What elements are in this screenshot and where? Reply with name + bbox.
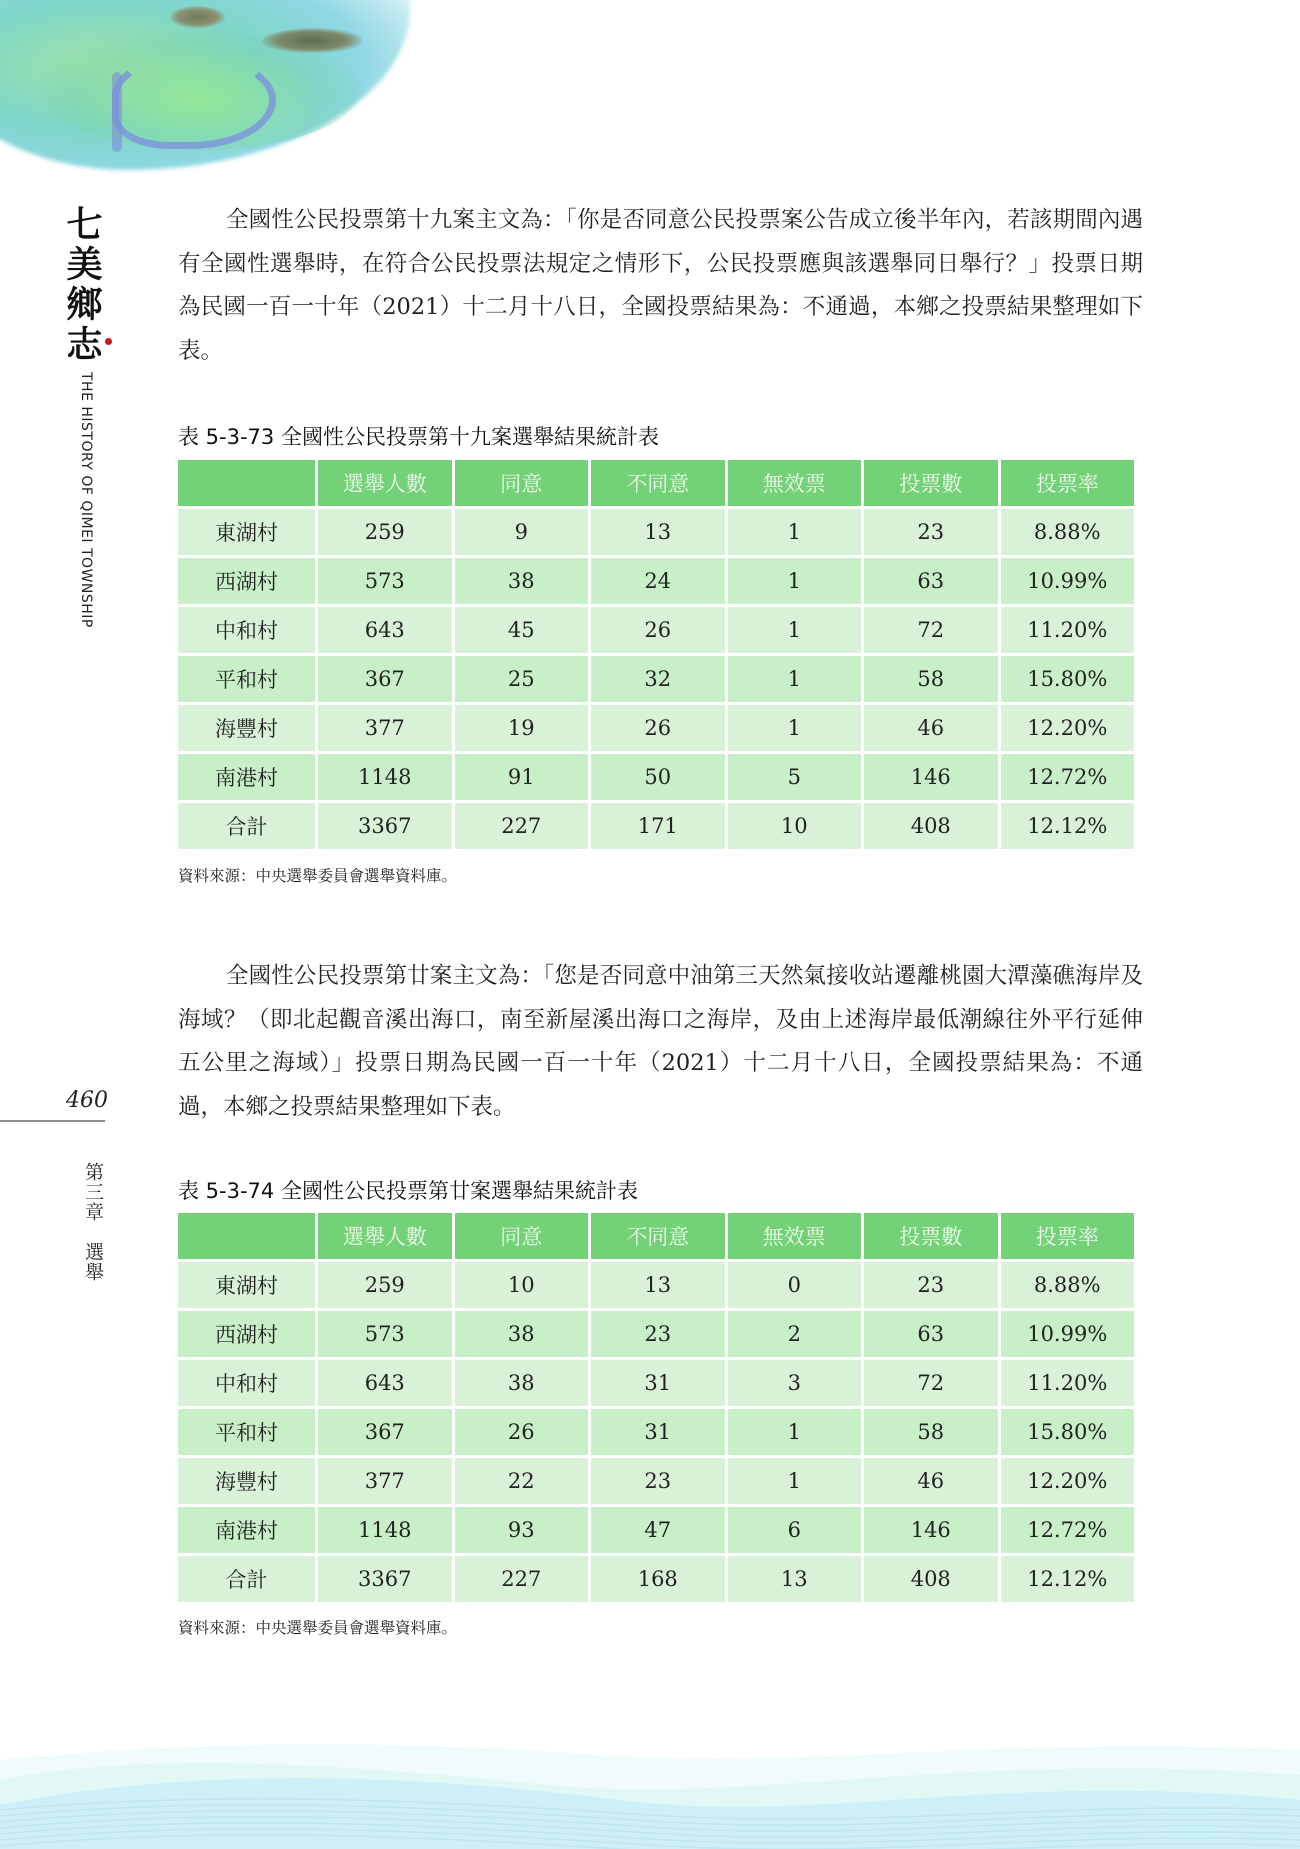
village-name-cell: 中和村 [178, 1360, 315, 1406]
value-cell: 1148 [318, 1507, 452, 1553]
table-row [178, 1507, 1134, 1553]
value-cell: 8.88% [1001, 509, 1135, 555]
table-source-note: 資料來源：中央選舉委員會選舉資料庫。 [178, 867, 458, 885]
column-header [178, 1213, 315, 1259]
value-cell: 259 [318, 1262, 452, 1308]
value-cell: 22 [455, 1458, 589, 1504]
value-cell: 3367 [318, 803, 452, 849]
value-cell: 9 [455, 509, 589, 555]
value-cell: 3367 [318, 1556, 452, 1602]
village-name-cell: 南港村 [178, 754, 315, 800]
value-cell: 408 [864, 1556, 998, 1602]
book-title: 七美鄉志 [61, 205, 103, 365]
column-header: 選舉人數 [318, 460, 452, 506]
value-cell: 31 [591, 1409, 725, 1455]
value-cell: 23 [864, 509, 998, 555]
value-cell: 8.88% [1001, 1262, 1135, 1308]
value-cell: 63 [864, 1311, 998, 1357]
value-cell: 13 [591, 509, 725, 555]
seal-dot-icon [105, 338, 112, 345]
village-name-cell: 平和村 [178, 1409, 315, 1455]
column-header: 投票數 [864, 460, 998, 506]
value-cell: 50 [591, 754, 725, 800]
table-row [178, 1458, 1134, 1504]
table-row [178, 1360, 1134, 1406]
value-cell: 23 [591, 1458, 725, 1504]
value-cell: 146 [864, 754, 998, 800]
village-name-cell: 海豐村 [178, 705, 315, 751]
value-cell: 377 [318, 1458, 452, 1504]
value-cell: 15.80% [1001, 1409, 1135, 1455]
value-cell: 32 [591, 656, 725, 702]
value-cell: 0 [728, 1262, 862, 1308]
column-header: 同意 [455, 460, 589, 506]
value-cell: 6 [728, 1507, 862, 1553]
value-cell: 19 [455, 705, 589, 751]
table-row [178, 656, 1134, 702]
value-cell: 1 [728, 509, 862, 555]
table-row [178, 1311, 1134, 1357]
village-name-cell: 合計 [178, 1556, 315, 1602]
table-row [178, 1262, 1134, 1308]
value-cell: 91 [455, 754, 589, 800]
value-cell: 26 [591, 705, 725, 751]
value-cell: 2 [728, 1311, 862, 1357]
village-name-cell: 海豐村 [178, 1458, 315, 1504]
value-cell: 24 [591, 558, 725, 604]
results-table [175, 457, 1137, 852]
value-cell: 23 [591, 1311, 725, 1357]
value-cell: 72 [864, 1360, 998, 1406]
value-cell: 227 [455, 1556, 589, 1602]
value-cell: 573 [318, 1311, 452, 1357]
value-cell: 23 [864, 1262, 998, 1308]
village-name-cell: 合計 [178, 803, 315, 849]
value-cell: 72 [864, 607, 998, 653]
column-header: 無效票 [728, 460, 862, 506]
book-subtitle: THE HISTORY OF QIMEI TOWNSHIP [78, 372, 94, 628]
value-cell: 367 [318, 1409, 452, 1455]
value-cell: 15.80% [1001, 656, 1135, 702]
value-cell: 5 [728, 754, 862, 800]
village-name-cell: 中和村 [178, 607, 315, 653]
column-header: 投票率 [1001, 1213, 1135, 1259]
table-header-row [178, 1213, 1134, 1259]
table-row [178, 754, 1134, 800]
value-cell: 12.20% [1001, 705, 1135, 751]
value-cell: 13 [728, 1556, 862, 1602]
value-cell: 58 [864, 656, 998, 702]
value-cell: 38 [455, 1360, 589, 1406]
page-number: 460 [66, 1088, 108, 1113]
value-cell: 63 [864, 558, 998, 604]
table-row [178, 509, 1134, 555]
table-caption: 表 5-3-74 全國性公民投票第廿案選舉結果統計表 [178, 1179, 638, 1203]
value-cell: 171 [591, 803, 725, 849]
value-cell: 377 [318, 705, 452, 751]
value-cell: 11.20% [1001, 607, 1135, 653]
value-cell: 26 [591, 607, 725, 653]
book-brand [62, 205, 102, 365]
value-cell: 12.12% [1001, 803, 1135, 849]
table-row [178, 607, 1134, 653]
value-cell: 26 [455, 1409, 589, 1455]
value-cell: 146 [864, 1507, 998, 1553]
village-name-cell: 南港村 [178, 1507, 315, 1553]
value-cell: 13 [591, 1262, 725, 1308]
value-cell: 93 [455, 1507, 589, 1553]
value-cell: 643 [318, 1360, 452, 1406]
table-row [178, 705, 1134, 751]
column-header: 不同意 [591, 1213, 725, 1259]
value-cell: 573 [318, 558, 452, 604]
section-paragraph: 全國性公民投票第廿案主文為：「您是否同意中油第三天然氣接收站遷離桃園大潭藻礁海岸及海域？（即北起觀音溪出海口，南至新屋溪出海口之海岸，及由上述海岸最低潮線往外平行延伸五公里之海域）」投票日期為民國一百一十年（2021）十二月十八日，全國投票結果為：不通過，本鄉之投票結果整理如下表。 [178, 963, 1143, 1120]
village-name-cell: 東湖村 [178, 509, 315, 555]
value-cell: 168 [591, 1556, 725, 1602]
table-caption: 表 5-3-73 全國性公民投票第十九案選舉結果統計表 [178, 425, 659, 449]
value-cell: 31 [591, 1360, 725, 1406]
results-table [175, 1210, 1137, 1605]
column-header: 同意 [455, 1213, 589, 1259]
value-cell: 227 [455, 803, 589, 849]
page-number-rule [0, 1120, 105, 1122]
village-name-cell: 西湖村 [178, 558, 315, 604]
value-cell: 38 [455, 558, 589, 604]
village-name-cell: 平和村 [178, 656, 315, 702]
column-header: 無效票 [728, 1213, 862, 1259]
value-cell: 11.20% [1001, 1360, 1135, 1406]
value-cell: 1 [728, 607, 862, 653]
table-row [178, 1409, 1134, 1455]
value-cell: 408 [864, 803, 998, 849]
chapter-label: 第三章 選舉 [82, 1162, 104, 1282]
value-cell: 1 [728, 656, 862, 702]
table-total-row [178, 803, 1134, 849]
table-source-note: 資料來源：中央選舉委員會選舉資料庫。 [178, 1619, 458, 1637]
value-cell: 12.20% [1001, 1458, 1135, 1504]
value-cell: 58 [864, 1409, 998, 1455]
value-cell: 10.99% [1001, 558, 1135, 604]
column-header: 投票率 [1001, 460, 1135, 506]
table-total-row [178, 1556, 1134, 1602]
table-header-row [178, 460, 1134, 506]
village-name-cell: 西湖村 [178, 1311, 315, 1357]
section-paragraph: 全國性公民投票第十九案主文為：「你是否同意公民投票案公告成立後半年內，若該期間內遇有全國性選舉時，在符合公民投票法規定之情形下，公民投票應與該選舉同日舉行？」投票日期為民國一百一十年（2021）十二月十八日，全國投票結果為：不通過，本鄉之投票結果整理如下表。 [178, 207, 1143, 364]
watercolor-header-decoration [0, 0, 440, 185]
value-cell: 12.12% [1001, 1556, 1135, 1602]
value-cell: 47 [591, 1507, 725, 1553]
value-cell: 46 [864, 705, 998, 751]
table-row [178, 558, 1134, 604]
value-cell: 259 [318, 509, 452, 555]
column-header: 選舉人數 [318, 1213, 452, 1259]
value-cell: 12.72% [1001, 754, 1135, 800]
column-header: 不同意 [591, 460, 725, 506]
value-cell: 643 [318, 607, 452, 653]
value-cell: 46 [864, 1458, 998, 1504]
value-cell: 1 [728, 705, 862, 751]
value-cell: 25 [455, 656, 589, 702]
village-name-cell: 東湖村 [178, 1262, 315, 1308]
value-cell: 3 [728, 1360, 862, 1406]
column-header [178, 460, 315, 506]
value-cell: 1 [728, 558, 862, 604]
value-cell: 1148 [318, 754, 452, 800]
value-cell: 10 [728, 803, 862, 849]
value-cell: 38 [455, 1311, 589, 1357]
value-cell: 1 [728, 1458, 862, 1504]
value-cell: 12.72% [1001, 1507, 1135, 1553]
value-cell: 45 [455, 607, 589, 653]
column-header: 投票數 [864, 1213, 998, 1259]
wave-footer-decoration [0, 1730, 1300, 1849]
value-cell: 10 [455, 1262, 589, 1308]
value-cell: 10.99% [1001, 1311, 1135, 1357]
value-cell: 1 [728, 1409, 862, 1455]
value-cell: 367 [318, 656, 452, 702]
